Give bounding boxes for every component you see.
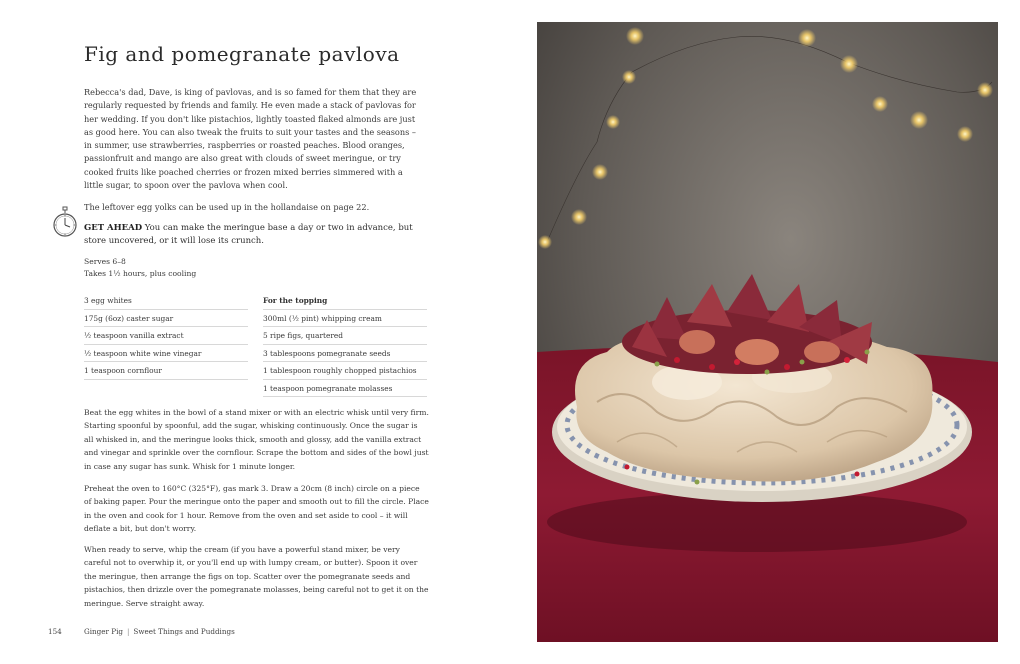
- footer-separator: |: [126, 627, 130, 636]
- ingredient-item: ½ teaspoon vanilla extract: [84, 327, 248, 345]
- ingredient-item: 5 ripe figs, quartered: [263, 327, 427, 345]
- ingredient-item: 1 tablespoon roughly chopped pistachios: [263, 362, 427, 380]
- ingredient-item: 1 teaspoon cornflour: [84, 362, 248, 380]
- method-step: Beat the egg whites in the bowl of a stand mixer or with an electric whisk until very firm. Starting spoonful by spoonful, add the sugar, whisking continuously. Once the sugar is all whisked in, and the meringue looks thick, smooth and glossy, add the vanilla extract and vinegar and sprinkle over the cornflour. Scrape the bottom and sides of the bowl just in case any sugar has sunk. Whisk for 1 minute longer.: [84, 408, 429, 471]
- pavlova-photo: [537, 22, 998, 642]
- topping-ingredients-list: [263, 292, 427, 397]
- takes-text: Takes 1½ hours, plus cooling: [84, 269, 197, 278]
- page-footer: [48, 627, 235, 636]
- ingredient-item: 175g (6oz) caster sugar: [84, 310, 248, 328]
- page-number: 154: [48, 627, 62, 636]
- method-step: Preheat the oven to 160°C (325°F), gas mark 3. Draw a 20cm (8 inch) circle on a piece of baking paper. Pour the meringue onto the paper and smooth out to fill the circle. Place in the oven and cook for 1 hour. Remove from the oven and set aside to cool – it will deflate a bit, but don't worry.: [84, 484, 429, 534]
- section-title: Sweet Things and Puddings: [133, 627, 235, 636]
- serves-text: Serves 6–8: [84, 257, 126, 266]
- ingredient-item: 3 egg whites: [84, 292, 248, 310]
- get-ahead-tip: [84, 222, 424, 249]
- recipe-title: Fig and pomegranate pavlova: [84, 42, 400, 66]
- leftover-note: The leftover egg yolks can be used up in the hollandaise on page 22.: [84, 202, 370, 212]
- ingredient-item: 3 tablespoons pomegranate seeds: [263, 345, 427, 363]
- ingredients-list: [84, 292, 248, 380]
- stopwatch-icon: [52, 206, 78, 238]
- topping-heading: For the topping: [263, 292, 427, 310]
- recipe-intro: Rebecca's dad, Dave, is king of pavlovas, and is so famed for them that they are regularly requested by friends and family. He even made a stack of pavlovas for her wedding. If you don't like pistachios, lightly toasted flaked almonds are just as good here. You can also tweak the fruits to suit your tastes and the seasons – in summer, use strawberries, raspberries or roasted peaches. Blood oranges, passionfruit and mango are also great with clouds of sweet meringue, or try cooked fruits like poached cherries or frozen mixed berries simmered with a little sugar, to spoon over the pavlova when cool.: [84, 87, 417, 191]
- ingredient-item: 1 teaspoon pomegranate molasses: [263, 380, 427, 398]
- ingredient-item: 300ml (½ pint) whipping cream: [263, 310, 427, 328]
- get-ahead-label: GET AHEAD: [84, 223, 143, 233]
- method-step: When ready to serve, whip the cream (if you have a powerful stand mixer, be very careful not to overwhip it, or you'll end up with lumpy cream, or butter). Spoon it over the meringue, then arrange the figs on top. Scatter over the pomegranate seeds and pistachios, then drizzle over the pomegranate molasses, being careful not to get it on the meringue. Serve straight away.: [84, 545, 429, 608]
- ingredient-item: ½ teaspoon white wine vinegar: [84, 345, 248, 363]
- serving-info: [84, 256, 196, 280]
- get-ahead-text: You can make the meringue base a day or two in advance, but store uncovered, or it will lose its crunch.: [84, 223, 413, 247]
- book-title: Ginger Pig: [84, 627, 123, 636]
